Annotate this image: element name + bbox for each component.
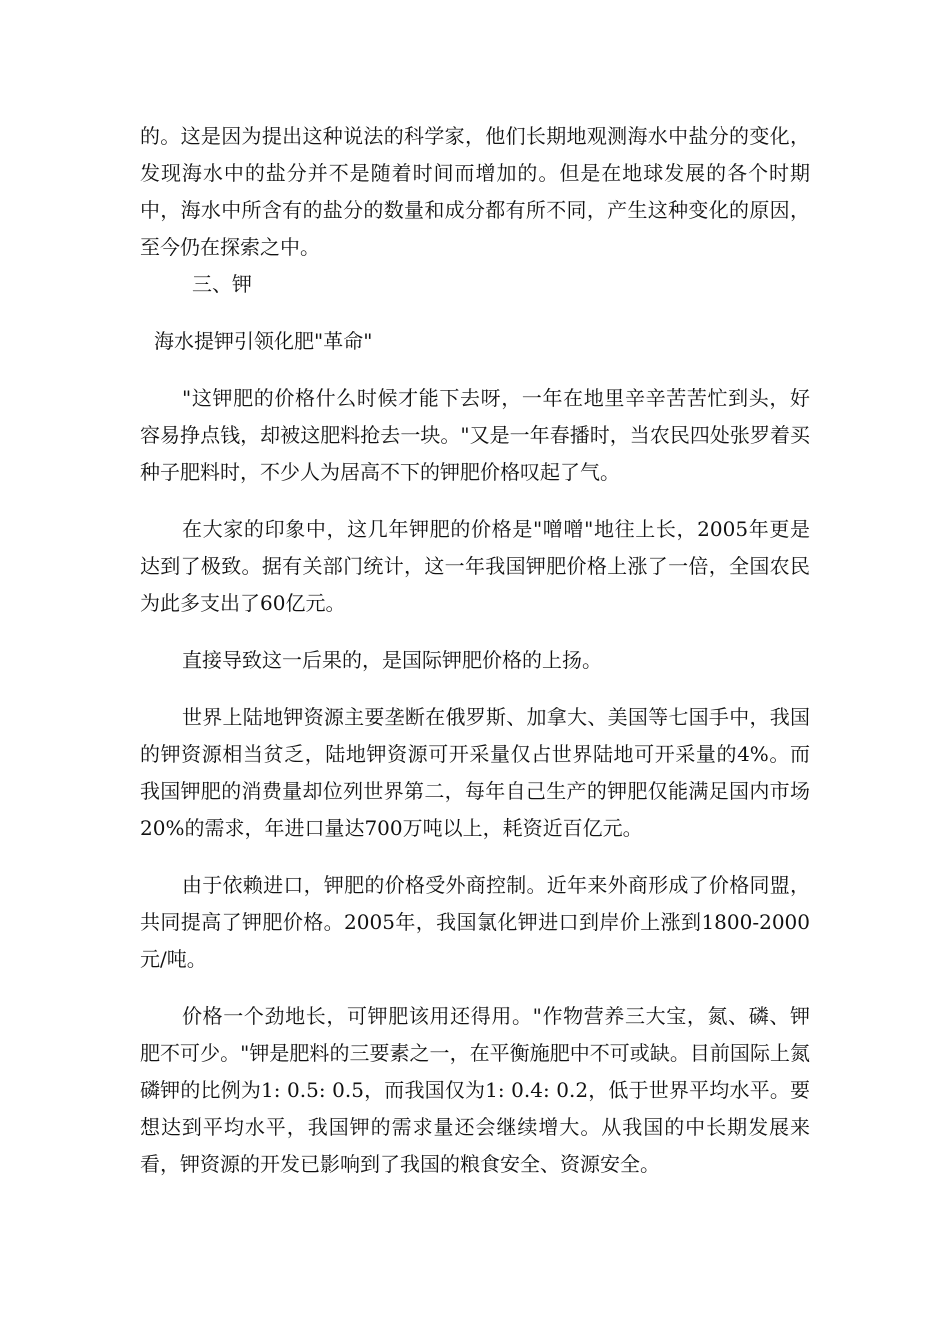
- paragraph-4: 世界上陆地钾资源主要垄断在俄罗斯、加拿大、美国等七国手中，我国的钾资源相当贫乏，陆地钾资源可开采量仅占世界陆地可开采量的4%。而我国钾肥的消费量却位列世界第二，每年自己生产的钾肥仅能满足国内市场20%的需求，年进口量达700万吨以上，耗资近百亿元。: [140, 705, 810, 840]
- article-subtitle: 海水提钾引领化肥"革命": [154, 329, 373, 353]
- document-page: [140, 118, 810, 1183]
- paragraph-1: "这钾肥的价格什么时候才能下去呀，一年在地里辛辛苦苦忙到头，好容易挣点钱，却被这肥料抢去一块。"又是一年春播时，当农民四处张罗着买种子肥料时，不少人为居高不下的钾肥价格叹起了气。: [140, 386, 810, 484]
- section-heading: 三、钾: [192, 272, 252, 296]
- paragraph-2: 在大家的印象中，这几年钾肥的价格是"噌噌"地往上长，2005年更是达到了极致。据有关部门统计，这一年我国钾肥价格上涨了一倍，全国农民为此多支出了60亿元。: [140, 517, 810, 615]
- paragraph-5: 由于依赖进口，钾肥的价格受外商控制。近年来外商形成了价格同盟，共同提高了钾肥价格。2005年，我国氯化钾进口到岸价上涨到1800-2000元/吨。: [140, 873, 810, 971]
- paragraph-6: 价格一个劲地长，可钾肥该用还得用。"作物营养三大宝，氮、磷、钾肥不可少。"钾是肥料的三要素之一，在平衡施肥中不可或缺。目前国际上氮磷钾的比例为1: 0.5: 0.5，而我国仅为1: 0.4: 0.2，低于世界平均水平。要想达到平均水平，我国钾的需求量还会继续增大。从我国的中长期发展来看，钾资源的开发已影响到了我国的粮食安全、资源安全。: [140, 1004, 810, 1176]
- paragraph-3: 直接导致这一后果的，是国际钾肥价格的上扬。: [182, 648, 602, 672]
- paragraph-continuation: 的。这是因为提出这种说法的科学家，他们长期地观测海水中盐分的变化，发现海水中的盐分并不是随着时间而增加的。但是在地球发展的各个时期中，海水中所含有的盐分的数量和成分都有所不同，产生这种变化的原因，至今仍在探索之中。: [140, 124, 810, 259]
